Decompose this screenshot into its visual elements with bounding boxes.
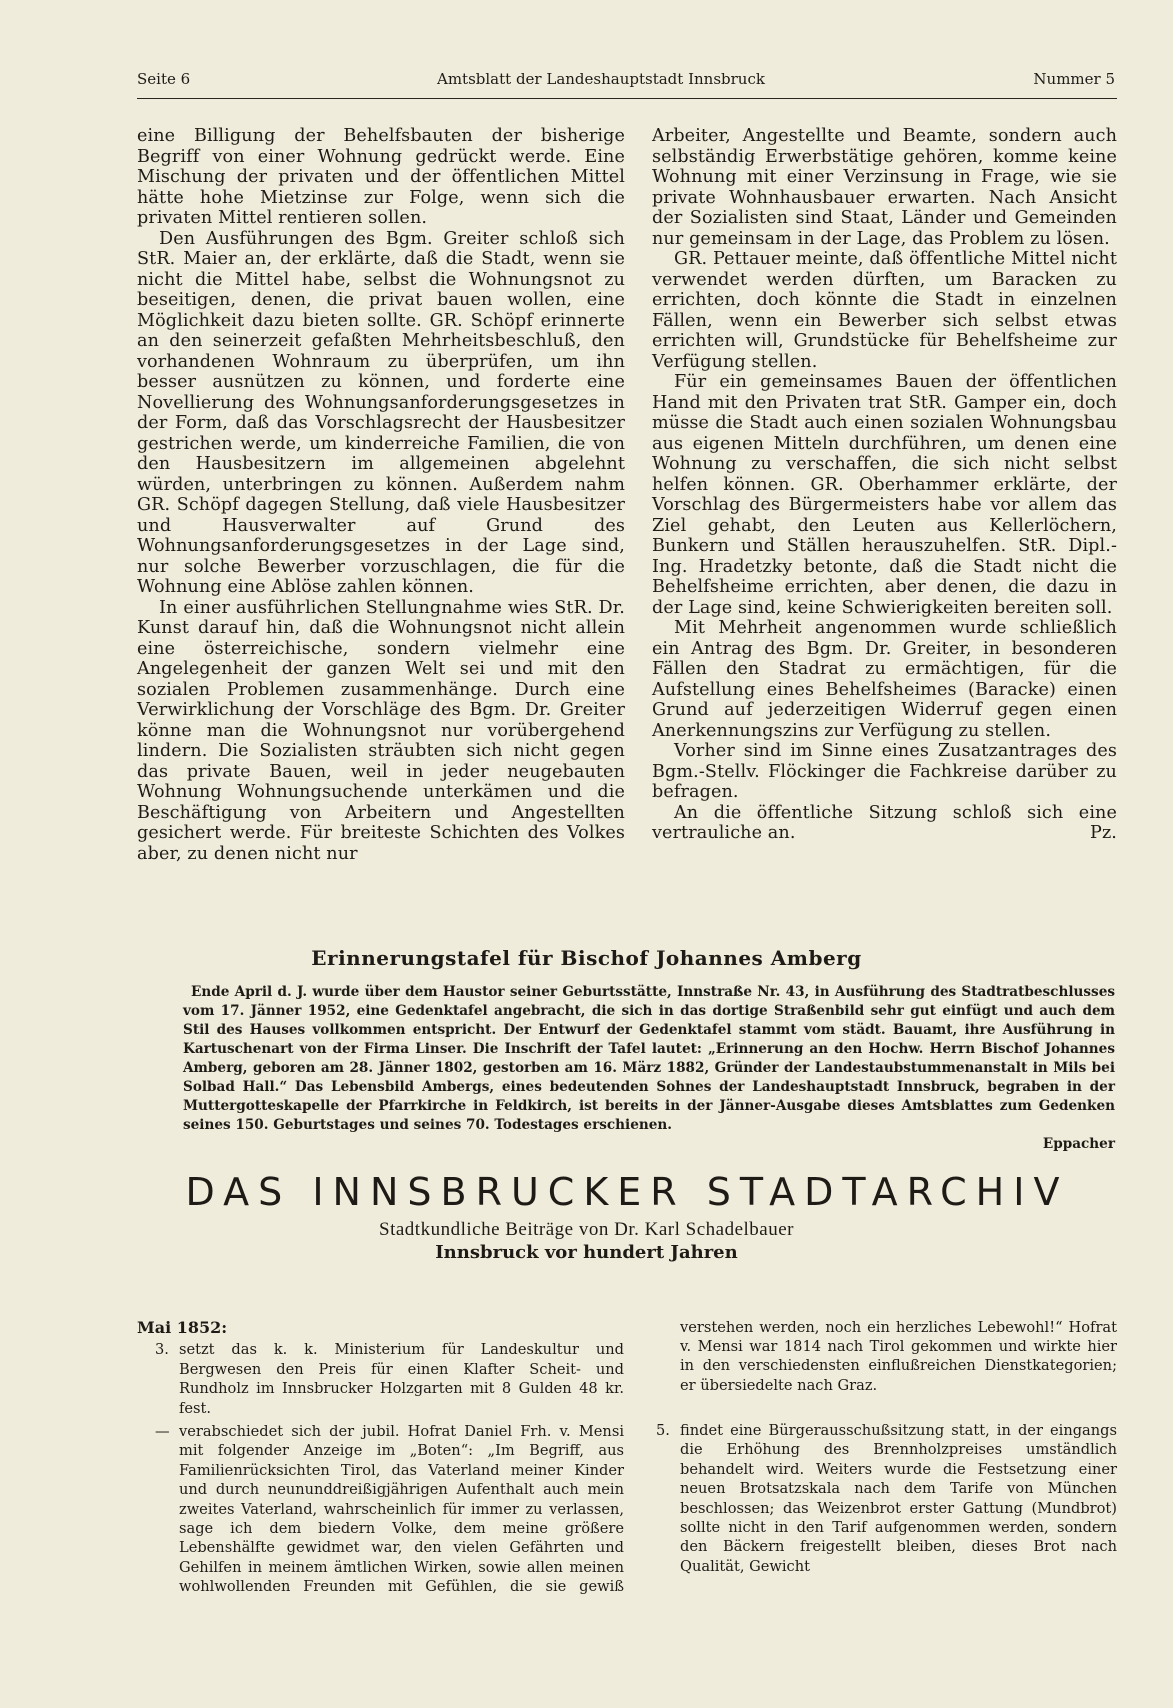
- author-signature: Eppacher: [1042, 1136, 1115, 1152]
- issue-number: Nummer 5: [1033, 70, 1115, 88]
- page-number: Seite 6: [137, 70, 191, 88]
- date-heading: Mai 1852:: [137, 1318, 228, 1337]
- article-heading: Erinnerungstafel für Bischof Johannes Amberg: [311, 946, 862, 970]
- publication-title: Amtsblatt der Landeshauptstadt Innsbruck: [437, 70, 765, 88]
- entry-day: —: [155, 1423, 170, 1441]
- chronicle-entry: [137, 1422, 624, 1596]
- entry-day: 5.: [656, 1422, 670, 1439]
- article-heading: Innsbruck vor hundert Jahren: [435, 1242, 738, 1263]
- chronicle-left-column: [137, 1318, 624, 1600]
- paragraph: Den Ausführungen des Bgm. Greiter schloß sich StR. Maier an, der erklärte, daß die Stadt, wenn sie nicht die Mittel habe, selbst die Wohnungsnot zu beseitigen, denen, die privat bauen wollen, eine Möglichkeit dazu bieten sollte. GR. Schöpf erinnerte an den seinerzeit gefaßten Mehrheitsbeschluß, den vorhandenen Wohnraum zu überprüfen, um ihn besser ausnützen zu können, und forderte eine Novellierung des Wohnungsanforderungsgesetzes in der Form, daß das Vorschlagsrecht der Hausbesitzer gestrichen werde, um kinderreiche Familien, die von den Hausbesitzern im allgemeinen abgelehnt würden, unterbringen zu können. Außerdem nahm GR. Schöpf dagegen Stellung, daß viele Hausbesitzer und Hausverwalter auf Grund des Wohnungsanforderungsgesetzes in der Lage sind, nur solche Bewerber vorzuschlagen, die für die Wohnung eine Ablöse zahlen können.: [137, 228, 625, 597]
- chronicle-entry-continued: [652, 1318, 1117, 1415]
- chronicle-entry: [652, 1421, 1117, 1576]
- paragraph: Ende April d. J. wurde über dem Haustor seiner Geburtsstätte, Innstraße Nr. 43, in Ausführung des Stadtratbeschlusses vom 17. Jänner 1952, eine Gedenktafel angebracht, die sich in das dortige Straßenbild sehr gut einfügt und auch dem Stil des Hauses vollkommen entspricht. Der Entwurf der Gedenktafel stammt vom städt. Bauamt, ihre Ausführung in Kartuschenart von der Firma Linser. Die Inschrift der Tafel lautet: „Erinnerung an den Hochw. Herrn Bischof Johannes Amberg, geboren am 28. Jänner 1802, gestorben am 16. März 1882, Gründer der Landestaubstummenanstalt in Mils bei Solbad Hall.“ Das Lebensbild Ambergs, eines bedeutenden Sohnes der Landeshauptstadt Innsbruck, begraben in der Muttergotteskapelle der Pfarrkirche in Feldkirch, ist bereits in der Jänner-Ausgabe dieses Amtsblattes zum Gedenken seines 150. Geburtstages und seines 70. Todestages erschienen.: [183, 984, 1115, 1133]
- paragraph-text: An die öffentliche Sitzung schloß sich eine vertrauliche an.: [652, 802, 1117, 843]
- running-header: [137, 70, 1115, 94]
- article-body: [183, 983, 1115, 1154]
- article-left-column: [137, 126, 625, 864]
- author-signature: Pz.: [1090, 823, 1117, 843]
- section-title: DAS INNSBRUCKER STADTARCHIV: [185, 1170, 1069, 1214]
- chronicle-entry: [137, 1340, 624, 1418]
- paragraph: [652, 803, 1117, 844]
- header-rule: [137, 98, 1117, 99]
- section-subtitle: Stadtkundliche Beiträge von Dr. Karl Schadelbauer: [379, 1219, 794, 1240]
- chronicle-right-column: [652, 1318, 1117, 1580]
- paragraph: Für ein gemeinsames Bauen der öffentlichen Hand mit den Privaten trat StR. Gamper ein, doch müsse die Stadt auch einen sozialen Wohnungsbau aus eigenen Mitteln durchführen, um denen eine Wohnung zu verschaffen, die sich nicht selbst helfen können. GR. Oberhammer erklärte, der Vorschlag des Bürgermeisters habe vor allem das Ziel gehabt, den Leuten aus Kellerlöchern, Bunkern und Ställen herauszuhelfen. StR. Dipl.-Ing. Hradetzky betonte, daß die Stadt nicht die Behelfsheime errichten, aber denen, die dazu in der Lage sind, keine Schwierigkeiten bereiten soll.: [652, 372, 1117, 618]
- paragraph: Arbeiter, Angestellte und Beamte, sondern auch selbständig Erwerbstätige gehören, komme keine Wohnung mit einer Verzinsung in Frage, wie sie private Wohnhausbauer erwarten. Nach Ansicht der Sozialisten sind Staat, Länder und Gemeinden nur gemeinsam in der Lage, das Problem zu lösen.: [652, 126, 1117, 249]
- paragraph: eine Billigung der Behelfsbauten der bisherige Begriff von einer Wohnung gedrückt werde. Eine Mischung der privaten und der öffentlichen Mittel hätte hohe Mietzinse zur Folge, wenn sich die privaten Mittel rentieren sollen.: [137, 126, 625, 228]
- entry-text: setzt das k. k. Ministerium für Landeskultur und Bergwesen den Preis für einen Klafter Scheit- und Rundholz im Innsbrucker Holzgarten mit 8 Gulden 48 kr. fest.: [179, 1341, 624, 1417]
- paragraph: Vorher sind im Sinne eines Zusatzantrages des Bgm.-Stellv. Flöckinger die Fachkreise darüber zu befragen.: [652, 741, 1117, 802]
- paragraph: GR. Pettauer meinte, daß öffentliche Mittel nicht verwendet werden dürften, um Baracken zu errichten, doch könnte die Stadt in einzelnen Fällen, wenn ein Bewerber sich selbst etwas errichten will, Grundstücke für Behelfsheime zur Verfügung stellen.: [652, 249, 1117, 372]
- entry-text: verabschiedet sich der jubil. Hofrat Daniel Frh. v. Mensi mit folgender Anzeige im „Boten“: „Im Begriff, aus Familienrücksichten Tirol, das Vaterland meiner Kinder und durch neununddreißigjährigen Aufenthalt auch mein zweites Vaterland, wahrscheinlich für immer zu verlassen, sage ich dem biedern Volke, dem meine größere Lebenshälfte gewidmet war, den vielen Gefährten und Gehilfen in meinem ämtlichen Wirken, sowie allen meinen wohlwollenden Freunden mit Gefühlen, die sie gewiß: [179, 1423, 624, 1596]
- paragraph: Mit Mehrheit angenommen wurde schließlich ein Antrag des Bgm. Dr. Greiter, in besonderen Fällen den Stadrat zu ermächtigen, für die Aufstellung eines Behelfsheimes (Baracke) einen Grund auf jederzeitigen Widerruf gegen einen Anerkennungszins zur Verfügung zu stellen.: [652, 618, 1117, 741]
- entry-day: 3.: [155, 1341, 169, 1359]
- entry-text: verstehen werden, noch ein herzliches Lebewohl!“ Hofrat v. Mensi war 1814 nach Tirol gekommen und wirkte hier in den verschiedensten einflußreichen Dienstkategorien; er übersiedelte nach Graz.: [680, 1318, 1117, 1394]
- article-right-column: [652, 126, 1117, 844]
- entry-text: findet eine Bürgerausschußsitzung statt, in der eingangs die Erhöhung des Brennholzpreises umständlich behandelt wird. Weiters wurde die Festsetzung einer neuen Brotsatzskala nach dem Tarife von München beschlossen; das Weizenbrot erster Gattung (Mundbrot) sollte nicht in den Tarif aufgenommen werden, sondern den Bäckern freigestellt bleiben, dieses Brot nach Qualität, Gewicht: [680, 1422, 1117, 1575]
- paragraph: In einer ausführlichen Stellungnahme wies StR. Dr. Kunst darauf hin, daß die Wohnungsnot nicht allein eine österreichische, sondern vielmehr eine Angelegenheit der ganzen Welt sei und mit den sozialen Problemen zusammenhänge. Durch eine Verwirklichung der Vorschläge des Bgm. Dr. Greiter könne man die Wohnungsnot nur vorübergehend lindern. Die Sozialisten sträubten sich nicht gegen das private Bauen, weil in jeder neugebauten Wohnung Wohnungsuchende unterkämen und die Beschäftigung von Arbeitern und Angestellten gesichert werde. Für breiteste Schichten des Volkes aber, zu denen nicht nur: [137, 597, 625, 864]
